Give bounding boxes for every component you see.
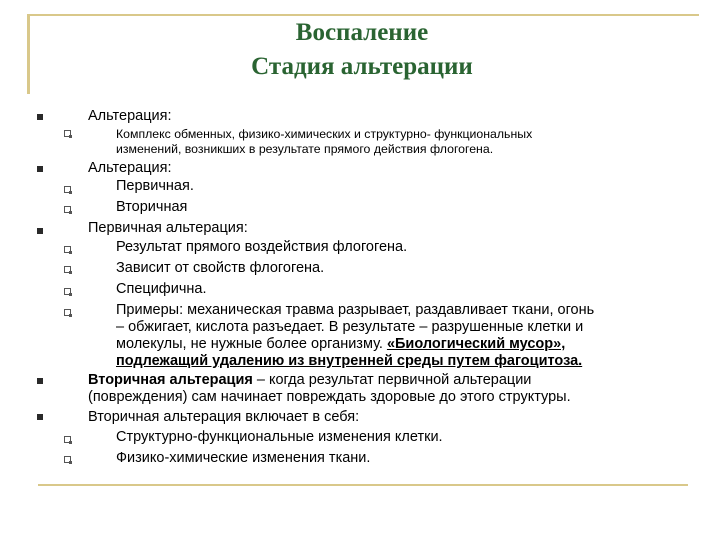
primary-point-2: Зависит от свойств флогогена. (116, 260, 325, 276)
primary-examples-line-3 (116, 336, 565, 353)
biological-debris-term: «Биологический мусор», (386, 336, 566, 352)
secondary-alteration-term: Вторичная альтерация (88, 372, 253, 388)
alteration-definition-line-1: Комплекс обменных, физико-химических и структурно- функциональных (116, 127, 533, 141)
primary-examples-line-2: – обжигает, кислота разъедает. В результате – разрушенные клетки и (116, 319, 584, 335)
primary-point-1: Результат прямого воздействия флогогена. (116, 239, 408, 255)
primary-examples-line-3-text: молекулы, не нужные более организму. (116, 336, 387, 352)
alteration-type-secondary: Вторичная (116, 199, 188, 215)
sub-bullet-box-icon (64, 288, 71, 295)
primary-point-3: Специфична. (116, 281, 207, 297)
alteration-heading-1: Альтерация: (88, 108, 172, 124)
primary-examples-line-4: подлежащий удалению из внутренней среды путем фагоцитоза. (116, 353, 583, 369)
alteration-heading-2: Альтерация: (88, 160, 172, 176)
primary-examples-line-1: Примеры: механическая травма разрывает, раздавливает ткани, огонь (116, 302, 595, 318)
secondary-alteration-definition: – когда результат первичной альтерации (252, 372, 532, 388)
alteration-definition-line-2: изменений, возникших в результате прямого действия флогогена. (116, 142, 494, 156)
sub-bullet-box-icon (64, 206, 71, 213)
secondary-includes-heading: Вторичная альтерация включает в себя: (88, 409, 360, 425)
secondary-alteration-line-1 (88, 372, 531, 389)
slide-subtitle: Стадия альтерации (251, 53, 473, 80)
primary-alteration-heading: Первичная альтерация: (88, 220, 248, 236)
bullet-square-icon (37, 228, 43, 234)
sub-bullet-box-icon (64, 186, 71, 193)
bullet-square-icon (37, 378, 43, 384)
sub-bullet-box-icon (64, 309, 71, 316)
sub-bullet-box-icon (64, 436, 71, 443)
alteration-type-primary: Первичная. (116, 178, 194, 194)
sub-bullet-box-icon (64, 456, 71, 463)
bullet-square-icon (37, 414, 43, 420)
secondary-includes-2: Физико-химические изменения ткани. (116, 450, 371, 466)
secondary-includes-1: Структурно-функциональные изменения клетки. (116, 429, 443, 445)
sub-bullet-box-icon (64, 246, 71, 253)
slide-title: Воспаление (295, 19, 429, 46)
bottom-divider (38, 484, 688, 486)
sub-bullet-box-icon (64, 266, 71, 273)
secondary-alteration-line-2: (повреждения) сам начинает повреждать здоровые до этого структуры. (88, 389, 571, 405)
bullet-square-icon (37, 114, 43, 120)
bullet-square-icon (37, 166, 43, 172)
sub-bullet-box-icon (64, 130, 71, 137)
